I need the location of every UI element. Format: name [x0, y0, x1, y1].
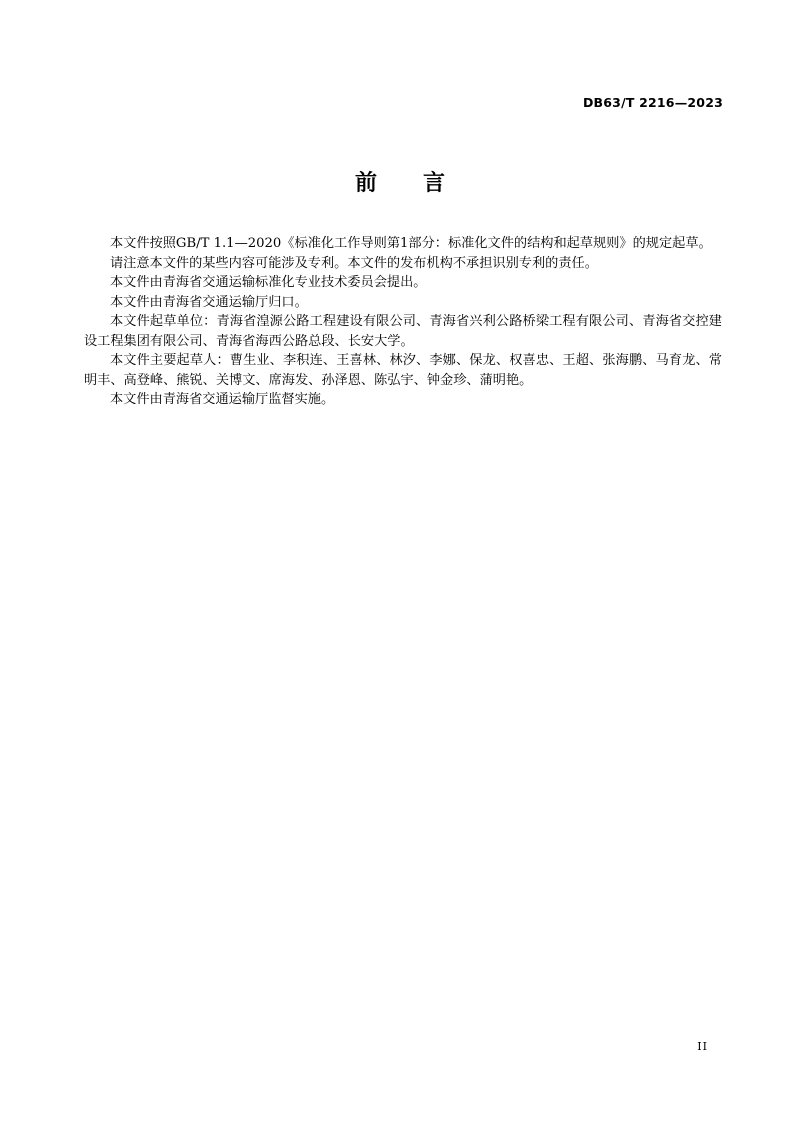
page-number: II [697, 1040, 708, 1053]
title-char-2: 言 [423, 171, 446, 196]
paragraph-administrator: 本文件由青海省交通运输厅归口。 [110, 294, 308, 310]
document-code: DB63/T 2216—2023 [582, 95, 723, 110]
foreword-body [84, 234, 722, 410]
paragraph-patent-notice: 请注意本文件的某些内容可能涉及专利。本文件的发布机构不承担识别专利的责任。 [110, 255, 598, 271]
paragraph-drafting-rules: 本文件按照GB/T 1.1—2020《标准化工作导则第1部分：标准化文件的结构和起草规则》的规定起草。 [110, 236, 712, 251]
paragraph-drafting-units: 本文件起草单位：青海省湟源公路工程建设有限公司、青海省兴利公路桥梁工程有限公司、青海省交控建设工程集团有限公司、青海省海西公路总段、长安大学。 [84, 314, 722, 349]
title-char-1: 前 [354, 171, 377, 196]
paragraph-supervision: 本文件由青海省交通运输厅监督实施。 [110, 392, 335, 407]
paragraph-proposer: 本文件由青海省交通运输标准化专业技术委员会提出。 [110, 275, 427, 290]
paragraph-drafters: 本文件主要起草人：曹生业、李积连、王喜林、林汐、李娜、保龙、权喜忠、王超、张海鹏、马育龙、常明丰、高登峰、熊锐、关博文、席海发、孙泽恩、陈弘宇、钟金珍、蒲明艳。 [84, 353, 722, 388]
page-title [0, 166, 800, 197]
